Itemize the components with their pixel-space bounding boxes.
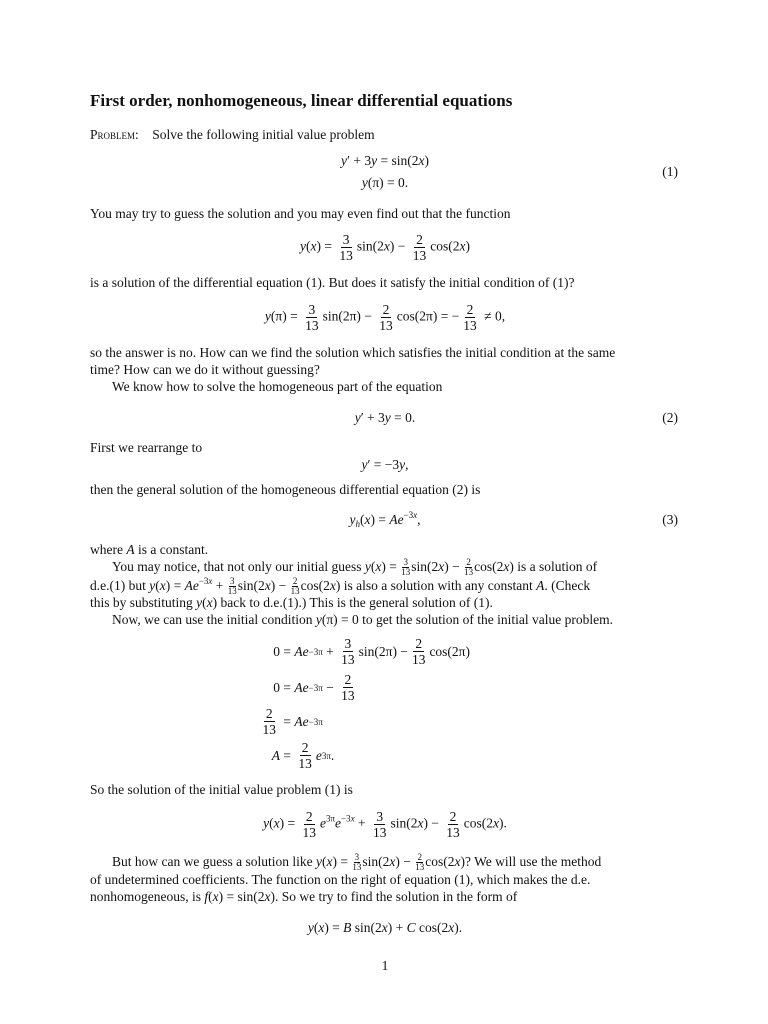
page-number: 1 <box>381 958 389 973</box>
derivation-line-1: 0 = Ae −3π + $\frac{3}{13}$ sin(2π) − $\frac{2}{13}$ cos(2π) <box>273 636 470 667</box>
equation-3-number: (3) <box>662 512 678 527</box>
problem-text: Solve the following initial value problem <box>152 127 375 142</box>
equation-2: y′ + 3y = 0. (2) <box>354 410 678 425</box>
equation-2-number: (2) <box>662 410 678 425</box>
equation-trial: y(x) = B sin(2x) + C cos(2x). <box>307 920 463 935</box>
paragraph-but-2: of undetermined coefficients. The function on the right of equation (1), which makes the d.e. <box>90 872 591 887</box>
derivation-line-4: A = $\frac{2}{13}$ e 3π . <box>271 740 335 771</box>
paper-page <box>90 0 680 1024</box>
paragraph-so: So the solution of the initial value problem (1) is <box>90 782 353 797</box>
equation-3: $y_h(x) = Ae^{-3x}$, (3) <box>349 510 678 529</box>
problem-statement <box>90 126 375 144</box>
paragraph-rearrange: First we rearrange to <box>90 440 203 455</box>
paragraph-notice-2: d.e.(1) but $y(x) = Ae^{-3x}$ + $\frac{3}{13}$ sin(2x) − $\frac{2}{13}$ cos(2x) is also a solution with any constant A. (Check <box>90 576 591 597</box>
paragraph-guess: You may try to guess the solution and you may even find out that the function <box>90 206 511 221</box>
equation-1-number: (1) <box>662 164 678 179</box>
equation-solution: y(x) = $\frac{2}{13}$ $e^{3\pi}e^{-3x}$ + $\frac{3}{13}$ sin(2x) − $\frac{2}{13}$ cos(2x). <box>263 808 507 840</box>
paragraph-but-1: But how can we guess a solution like y(x) = $\frac{3}{13}$ sin(2x) − $\frac{2}{13}$ cos(2x)? We will use the method <box>112 852 602 873</box>
paragraph-notice-1: You may notice, that not only our initial guess y(x) = $\frac{3}{13}$ sin(2x) − $\frac{2}{13}$ cos(2x) is a solution of <box>112 557 598 578</box>
paragraph-general: then the general solution of the homogeneous differential equation (2) is <box>90 482 481 497</box>
paragraph-answer-no-2: time? How can we do it without guessing? <box>90 362 320 377</box>
paragraph-homogeneous: We know how to solve the homogeneous part of the equation <box>112 379 443 394</box>
section-title: First order, nonhomogeneous, linear differential equations <box>90 91 513 110</box>
derivation-line-2: 0 = Ae −3π − $\frac{2}{13}$ <box>273 672 355 703</box>
paragraph-is-solution: is a solution of the differential equation (1). But does it satisfy the initial condition of (1)? <box>90 275 575 290</box>
equation-guess: y(x) = $\frac{3}{13}$ sin(2x) − $\frac{2}{13}$ cos(2x) <box>300 231 470 263</box>
paragraph-but-3: nonhomogeneous, is f(x) = sin(2x). So we try to find the solution in the form of <box>90 889 518 904</box>
equation-1: y′ + 3y = sin(2x) y(π) = 0. (1) <box>341 153 678 190</box>
derivation-line-3: $\frac{2}{13}$ = Ae −3π <box>262 706 323 737</box>
equation-rearranged: y′ = −3y, <box>361 457 409 472</box>
equation-check: y(π) = $\frac{3}{13}$ sin(2π) − $\frac{2}{13}$ cos(2π) = − $\frac{2}{13}$ ≠ 0, <box>264 301 506 333</box>
problem-label: Problem: <box>90 127 139 142</box>
paragraph-notice-3: this by substituting y(x) back to d.e.(1).) This is the general solution of (1). <box>90 595 493 610</box>
paragraph-where: where A is a constant. <box>90 542 209 557</box>
paragraph-answer-no-1: so the answer is no. How can we find the solution which satisfies the initial condition at the same <box>90 345 616 360</box>
paragraph-now: Now, we can use the initial condition y(π) = 0 to get the solution of the initial value problem. <box>112 612 613 627</box>
